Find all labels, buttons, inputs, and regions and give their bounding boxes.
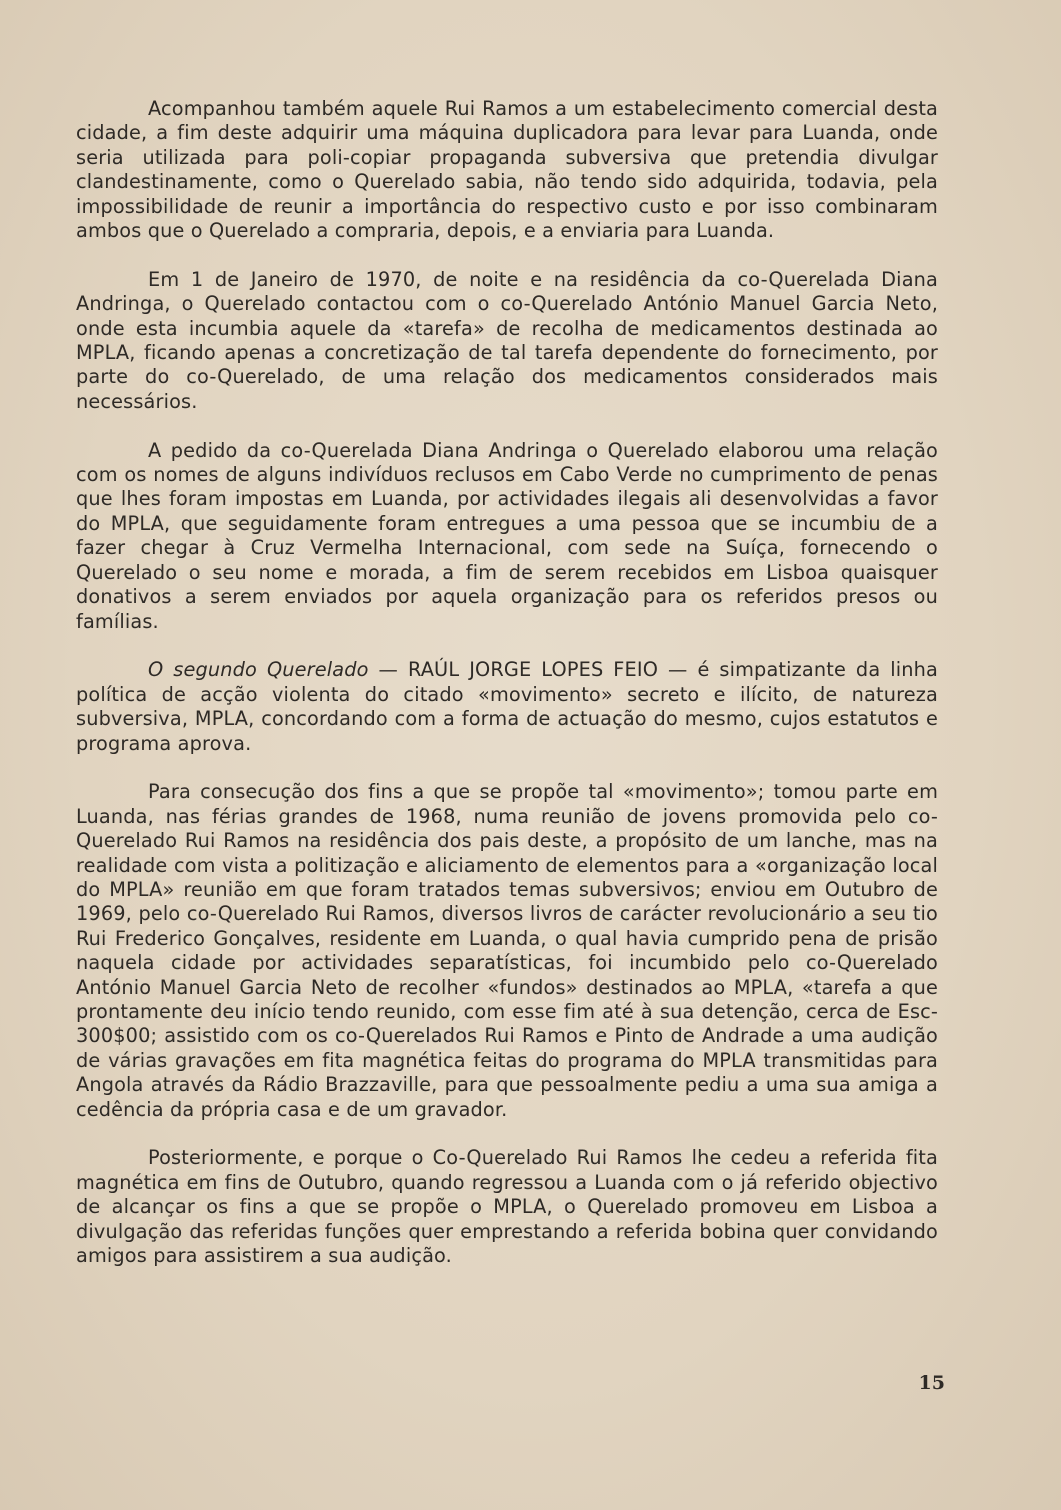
paragraph-purchase-duplicator: Acompanhou também aquele Rui Ramos a um estabelecimento comercial desta cidade, a fim deste adquirir uma máquina duplicadora para levar para Luanda, onde seria utilizada para poli-copiar propaganda subversiva que pretendia divulgar clandestinamente, como o Querelado sabia, não tendo sido adquirida, todavia, pela impossibilidade de reunir a importância do respectivo custo e por isso combinaram ambos que o Querelado a compraria, depois, e a enviaria para Luanda. <box>76 97 938 243</box>
paragraph-medicine-task: Em 1 de Janeiro de 1970, de noite e na residência da co-Querelada Diana Andringa, o Querelado contactou com o co-Querelado António Manuel Garcia Neto, onde esta incumbia aquele da «tarefa» de recolha de medicamentos destinada ao MPLA, ficando apenas a concretização de tal tarefa dependente do fornecimento, por parte do co-Querelado, de uma relação dos medicamentos considerados mais necessários. <box>76 267 938 413</box>
paragraph-prisoners-list: A pedido da co-Querelada Diana Andringa o Querelado elaborou uma relação com os nomes de alguns indivíduos reclusos em Cabo Verde no cumprimento de penas que lhes foram impostas em Luanda, por actividades ilegais ali desenvolvidas a favor do MPLA, que seguidamente foram entregues a uma pessoa que se incumbiu de a fazer chegar à Cruz Vermelha Internacional, com sede na Suíça, fornecendo o Querelado o seu nome e morada, a fim de serem recebidos em Lisboa quaisquer donativos a serem enviados por aquela organização para os referidos presos ou famílias. <box>76 438 938 633</box>
second-accused-text: é simpatizante da linha política de acção violenta do citado «movimento» secreto e ilícito, de natureza subversiva, MPLA, concordando com a forma de actuação do mesmo, cujos estatutos e programa aprova. <box>76 658 938 755</box>
em-dash: — <box>658 658 698 682</box>
em-dash: — <box>368 658 408 682</box>
paragraph-second-accused <box>76 658 938 756</box>
second-accused-label: O segundo Querelado <box>148 658 369 682</box>
body-text <box>76 97 938 1293</box>
paragraph-activities: Para consecução dos fins a que se propõe tal «movimento»; tomou parte em Luanda, nas férias grandes de 1968, numa reunião de jovens promovida pelo co-Querelado Rui Ramos na residência dos pais deste, a propósito de um lanche, mas na realidade com vista a politização e aliciamento de elementos para a «organização local do MPLA» reunião em que foram tratados temas subversivos; enviou em Outubro de 1969, pelo co-Querelado Rui Ramos, diversos livros de carácter revolucionário a seu tio Rui Frederico Gonçalves, residente em Luanda, o qual havia cumprido pena de prisão naquela cidade por actividades separatísticas, foi incumbido pelo co-Querelado António Manuel Garcia Neto de recolher «fundos» destinados ao MPLA, «tarefa a que prontamente deu início tendo reunido, com esse fim até à sua detenção, cerca de Esc-300$00; assistido com os co-Querelados Rui Ramos e Pinto de Andrade a uma audição de várias gravações em fita magnética feitas do programa do MPLA transmitidas para Angola através da Rádio Brazzaville, para que pessoalmente pediu a uma sua amiga a cedência da própria casa e de um gravador. <box>76 780 938 1121</box>
page-number: 15 <box>918 1372 945 1394</box>
paragraph-tape-dissemination: Posteriormente, e porque o Co-Querelado Rui Ramos lhe cedeu a referida fita magnética em fins de Outubro, quando regressou a Luanda com o já referido objectivo de alcançar os fins a que se propõe o MPLA, o Querelado promoveu em Lisboa a divulgação das referidas funções quer emprestando a referida bobina quer convidando amigos para assistirem a sua audição. <box>76 1146 938 1268</box>
second-accused-name: RAÚL JORGE LOPES FEIO <box>407 658 659 682</box>
